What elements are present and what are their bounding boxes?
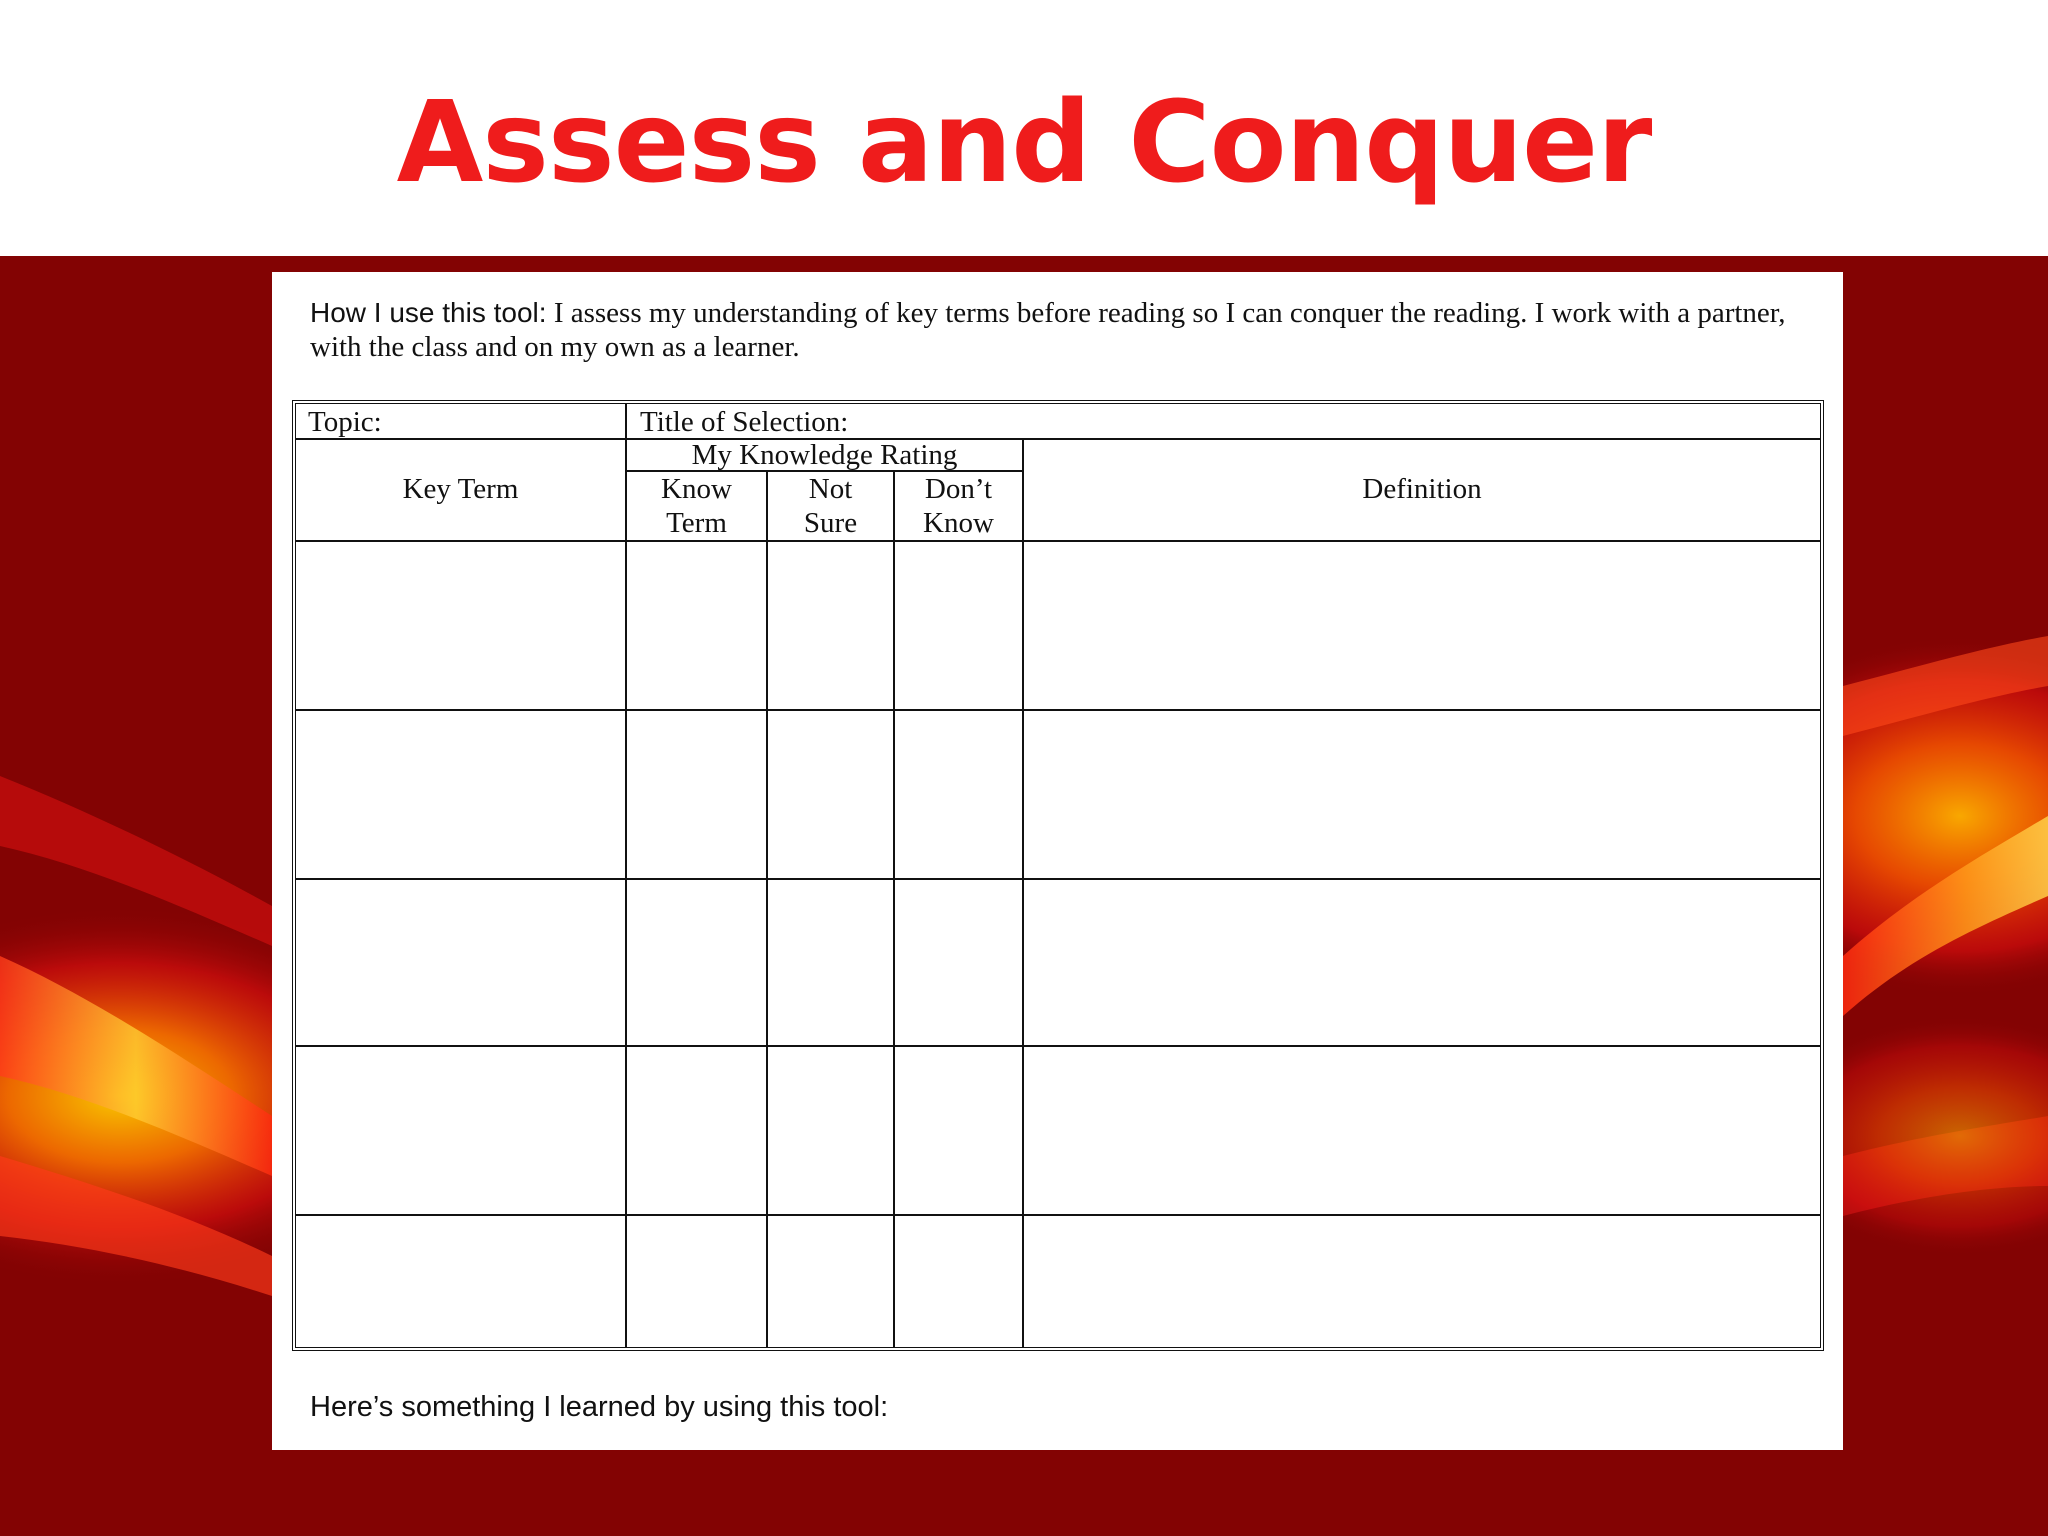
slide-title: Assess and Conquer xyxy=(396,78,1652,208)
selection-title-label: Title of Selection: xyxy=(640,406,849,438)
table-rule-topic xyxy=(296,438,1820,440)
key-term-header: Key Term xyxy=(402,473,519,505)
definition-header: Definition xyxy=(1362,473,1482,505)
table-rule-col-keyterm xyxy=(625,404,627,1347)
knowledge-rating-table xyxy=(292,400,1824,1351)
slide-title-area xyxy=(0,0,2048,256)
table-rule-col-know xyxy=(766,470,768,1347)
table-rule-row-3 xyxy=(296,1045,1820,1047)
table-rule-row-1 xyxy=(296,709,1820,711)
topic-label: Topic: xyxy=(308,406,382,438)
table-rule-col-dontknow xyxy=(1022,438,1024,1347)
instructions-body: I assess my understanding of key terms before reading so I can conquer the reading. I work with a partner, with the class and on my own as a learner. xyxy=(310,297,1786,363)
rating-not-sure-header: Not Sure xyxy=(803,473,858,539)
instructions-lead: How I use this tool: xyxy=(310,297,547,328)
table-rule-header xyxy=(296,540,1820,542)
table-rule-row-2 xyxy=(296,878,1820,880)
closing-prompt: Here’s something I learned by using this tool: xyxy=(310,1391,889,1423)
table-rule-col-notsure xyxy=(893,470,895,1347)
table-rule-row-4 xyxy=(296,1214,1820,1216)
worksheet-instructions xyxy=(310,296,1810,364)
knowledge-rating-header: My Knowledge Rating xyxy=(691,439,958,471)
rating-dont-know-header: Don’t Know xyxy=(923,473,994,539)
worksheet-page xyxy=(272,272,1843,1450)
rating-know-term-header: Know Term xyxy=(661,473,732,539)
